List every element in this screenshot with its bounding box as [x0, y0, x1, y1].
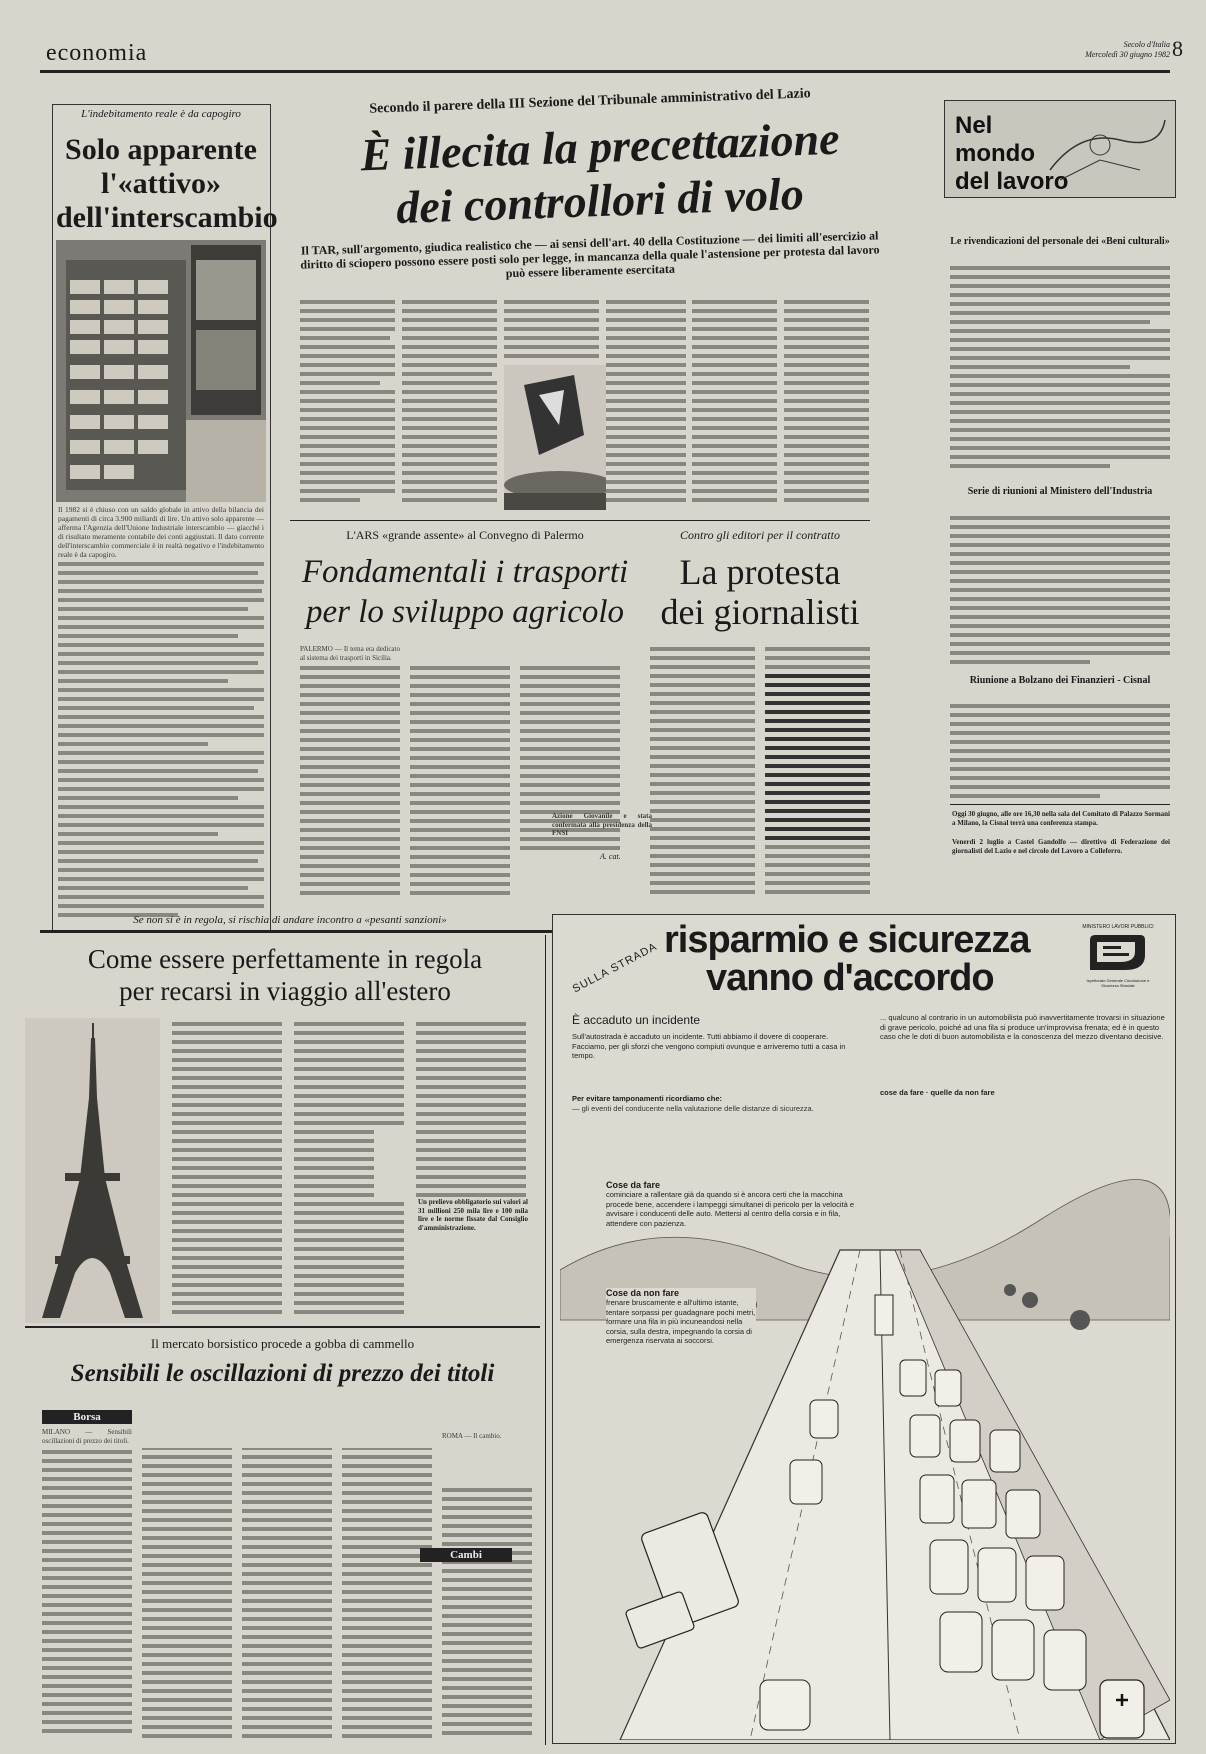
page-number: 8 [1172, 36, 1183, 61]
controllori-kicker: Secondo il parere della III Sezione del Tribunale amministrativo del Lazio [369, 86, 811, 117]
borsa-kicker: Il mercato borsistico procede a gobba di cammello [150, 1336, 415, 1351]
viaggio-body-fill [172, 1020, 537, 1320]
ad-headline-2: vanno d'accordo [706, 957, 994, 999]
nel-mondo-item1-fill [950, 264, 1170, 479]
borsa-body-fill [42, 1448, 532, 1743]
ad-dont-text: frenare bruscamente e all'ultimo istante, tentare sorpassi per guadagnare pochi metri, formare una fila in più incuneandosi nella corsia, sulla destra, impegnando la corsia di emergenza riservata ai soccorsi. [606, 1298, 756, 1345]
nel-mondo-title-1: Nel [955, 112, 993, 139]
borsa-dateline-roma: ROMA — Il cambio. [442, 1432, 502, 1440]
giornalisti-title-2: dei giornalisti [660, 592, 860, 632]
eiffel-tower-photo [25, 1018, 160, 1323]
interscambio-title-2: l'«attivo» [101, 167, 221, 200]
interscambio-kicker: L'indebitamento reale è da capogiro [81, 108, 241, 120]
nel-mondo-note2: Venerdì 2 luglio a Castel Gandolfo — direttivo di Federazione dei giornalisti del Lazio e nel circolo del Lavoro a Colleferro. [952, 838, 1170, 855]
controllori-photo [504, 365, 606, 510]
issue-date: Mercoledì 30 giugno 1982 [1085, 50, 1170, 59]
controllori-rule [290, 520, 870, 521]
nel-mondo-item1-title: Le rivendicazioni del personale dei «Beni culturali» [950, 236, 1170, 247]
ad-dont-title: Cose da non fare [606, 1288, 680, 1298]
trasporti-title-1: Fondamentali i trasporti [301, 554, 629, 590]
ad-ministry-sub: Ispettorato Generale Circolazione e Sicurezza Stradale [1086, 978, 1150, 988]
viaggio-title-1: Come essere perfettamente in regola [87, 944, 483, 974]
ad-first-bullet-sub: — gli eventi del conducente nella valutazione delle distanze di sicurezza. [572, 1104, 814, 1113]
trasporti-dateline: PALERMO — Il tema era dedicato al sistema dei trasporti in Sicilia. [300, 645, 400, 662]
ad-tag: SULLA STRADA [570, 940, 660, 996]
giornalisti-kicker: Contro gli editori per il contratto [680, 528, 840, 542]
nel-mondo-note1: Oggi 30 giugno, alle ore 16,30 nella sala del Comitato di Palazzo Sormani a Milano, la Cisnal terrà una conferenza stampa. [952, 810, 1170, 827]
ad-quelle-non-fare: quelle da non fare [930, 1088, 995, 1097]
nel-mondo-rule [950, 804, 1170, 805]
viaggio-title-2: per recarsi in viaggio all'estero [119, 976, 451, 1006]
ad-cose-fare-row: cose da fare · quelle da non fare [880, 1088, 995, 1097]
workers-illustration-icon [1040, 110, 1170, 190]
controllori-title-2: dei controllori di volo [395, 167, 805, 234]
controllori-title-1: È illecita la precettazione [359, 112, 841, 181]
ad-dont-box [606, 1288, 756, 1346]
ad-first-bullet: Per evitare tamponamenti ricordiamo che: [572, 1094, 723, 1103]
borsa-top-rule [25, 1326, 540, 1328]
trasporti-title-2: per lo sviluppo agricolo [305, 594, 625, 630]
viaggio-note: Un prelievo obbligatorio sui valori al 31 millioni 250 mila lire e 100 mila lire e le norme fissate dal Consiglio d'amministrazione. [418, 1198, 528, 1232]
section-label: economia [46, 40, 148, 66]
ad-do-title: Cose da fare [606, 1180, 661, 1190]
ad-ministry: MINISTERO LAVORI PUBBLICI [1082, 924, 1154, 930]
trasporti-body-fill [300, 664, 630, 904]
ad-cose-da-fare: cose da fare [880, 1088, 924, 1097]
interscambio-body-fill [58, 560, 264, 925]
giornalisti-note: Azione Giovanile e stata confermata alla presidenza della FNSI [552, 812, 652, 838]
nel-mondo-title-3: del lavoro [955, 168, 1069, 195]
nel-mondo-item3-title: Riunione a Bolzano dei Finanzieri - Cisnal [969, 675, 1151, 686]
masthead-rule [40, 70, 1170, 73]
borsa-label: Borsa [42, 1410, 132, 1424]
ministry-logo-icon [1085, 930, 1150, 975]
vertical-divider [545, 935, 546, 1745]
interscambio-title-3: dell'interscambio [56, 201, 278, 234]
nel-mondo-title-2: mondo [955, 140, 1035, 167]
ad-incident-text: Sull'autostrada è accaduto un incidente. Tutti abbiamo il dovere di cooperare. Facciamo, per gli sforzi che vengono compiuti ovunque e arriveremo tutti a casa in tempo. [572, 1032, 846, 1060]
ad-incident-title: È accaduto un incidente [572, 1013, 701, 1027]
controllori-subtitle: Il TAR, sull'argomento, giudica realistico che — ai sensi dell'art. 40 della Costituzione — dei limiti all'esercizio al diritto di sciopero possono essere posti solo per legge, in mancanza della quale l'astensione per protesta dal lavoro può essere liberamente esercitata [300, 228, 880, 281]
cambi-label: Cambi [420, 1548, 512, 1562]
nel-mondo-item2-title: Serie di riunioni al Ministero dell'Industria [967, 486, 1153, 497]
viaggio-kicker: Se non si è in regola, si rischia di andare incontro a «pesanti sanzioni» [133, 914, 447, 926]
giornalisti-body-fill [650, 645, 875, 905]
interscambio-lead: Il 1982 si è chiuso con un saldo globale in attivo della bilancia dei pagamenti di circa 3.900 miliardi di lire. Un attivo solo apparente — afferma l'Agenzia dell'Unione Industriale interscambio — giacché i di risultato meramente contabile dei conti aggiustati. Il dato corrente dell'interscambio commerciale è in realtà negativo e l'indebitamento reale è da capogiro. [58, 505, 264, 559]
ad-headline-1: risparmio e sicurezza [664, 919, 1030, 961]
nel-mondo-item2-fill [950, 514, 1170, 669]
ad-do-box [606, 1180, 856, 1228]
paper-name: Secolo d'Italia [1123, 40, 1170, 49]
interscambio-title-1: Solo apparente [65, 133, 257, 166]
trasporti-signature: A. cat. [600, 852, 621, 861]
nel-mondo-item3-fill [950, 702, 1170, 807]
trasporti-kicker: L'ARS «grande assente» al Convegno di Palermo [346, 528, 584, 542]
interscambio-photo [56, 240, 266, 502]
borsa-title: Sensibili le oscillazioni di prezzo dei titoli [70, 1360, 495, 1387]
borsa-dateline-milano: MILANO — Sensibili oscillazioni di prezzo dei titoli. [42, 1428, 132, 1445]
giornalisti-title-1: La protesta [679, 552, 841, 592]
ad-right-text: ... qualcuno al contrario in un automobilista può inavvertitamente trovarsi in situazione di grave pericolo, poiché ad una fila si produce un'improvvisa frenata; ed è in questo caso che le doti di buon automobilista e la conoscenza del mezzo diventano decisive. [880, 1013, 1165, 1041]
ad-do-text: cominciare a rallentare già da quando si è ancora certi che la macchina procede bene, accendere i lampeggi simultanei di pericolo per la velocità e avvisare i conducenti delle auto. Mettersi al centro della corsia e in fila, attendere con pazienza. [606, 1190, 855, 1228]
